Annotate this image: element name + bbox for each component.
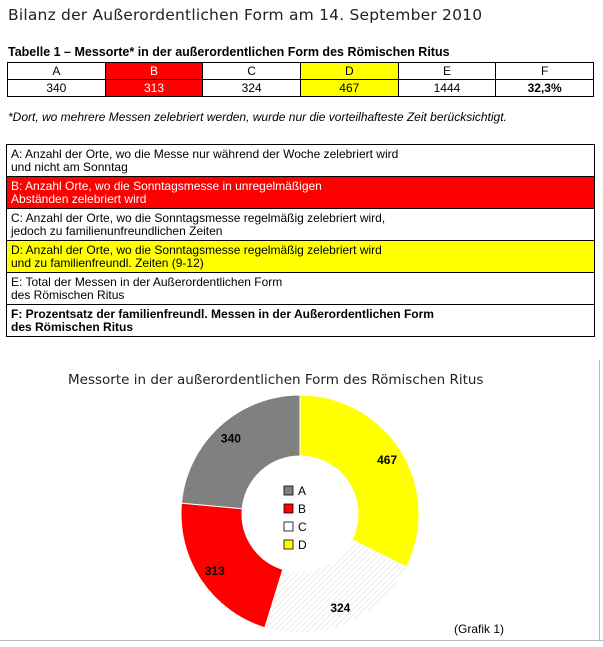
legend-f-line2: des Römischen Ritus — [11, 320, 134, 334]
legend-a-line2: und nicht am Sonntag — [11, 160, 128, 174]
donut-value-label-d: 467 — [377, 453, 398, 468]
legend-label-c: C — [298, 520, 307, 534]
legend-b-line2: Abständen zelebriert wird — [11, 192, 147, 206]
table-header-b: B — [105, 63, 203, 80]
legend-e-line2: des Römischen Ritus — [11, 288, 125, 302]
chart-caption: (Grafik 1) — [454, 622, 505, 636]
legend-swatch-b — [284, 504, 293, 513]
table-header-d: D — [300, 63, 398, 80]
bottom-divider — [0, 640, 603, 641]
chart-title: Messorte in der außerordentlichen Form des Römischen Ritus — [68, 372, 484, 388]
legend-e-line1: E: Total der Messen in der Außerordentlichen Form — [11, 275, 283, 289]
table-value-b: 313 — [105, 80, 203, 97]
table-value-e: 1444 — [398, 80, 496, 97]
legend-b-line1: B: Anzahl Orte, wo die Sonntagsmesse in unregelmäßigen — [11, 179, 322, 193]
table-value-c: 324 — [203, 80, 301, 97]
legend-d-line2: und zu familienfreundl. Zeiten (9-12) — [11, 256, 204, 270]
legend-label-a: A — [298, 484, 307, 498]
table-caption: Tabelle 1 – Messorte* in der außerordentlichen Form des Römischen Ritus — [8, 45, 450, 59]
legend-swatch-a — [284, 486, 293, 495]
donut-slice-a — [181, 395, 300, 509]
table-value-a: 340 — [8, 80, 106, 97]
legend-label-d: D — [298, 538, 307, 552]
donut-slice-d — [300, 395, 419, 567]
legend-swatch-d — [284, 540, 293, 549]
table-header-f: F — [496, 63, 594, 80]
legend-a-line1: A: Anzahl der Orte, wo die Messe nur während der Woche zelebriert wird — [11, 147, 399, 161]
donut-value-label-a: 340 — [220, 431, 241, 446]
donut-value-label-c: 324 — [330, 601, 351, 616]
legend-f-line1: F: Prozentsatz der familienfreundl. Messen in der Außerordentlichen Form — [11, 307, 434, 321]
page-title: Bilanz der Außerordentlichen Form am 14. September 2010 — [8, 6, 483, 24]
table-header-c: C — [203, 63, 301, 80]
donut-slice-b — [181, 503, 283, 628]
table-value-d: 467 — [300, 80, 398, 97]
right-divider — [599, 360, 600, 641]
legend-c-line1: C: Anzahl der Orte, wo die Sonntagsmesse regelmäßig zelebriert wird, — [11, 211, 386, 225]
legend-label-b: B — [298, 502, 307, 516]
legend-c-line2: jedoch zu familienunfreundlichen Zeiten — [11, 224, 223, 238]
table-header-e: E — [398, 63, 496, 80]
footnote: *Dort, wo mehrere Messen zelebriert werden, wurde nur die vorteilhafteste Zeit berücksichtigt. — [8, 110, 507, 124]
legend-swatch-c — [284, 522, 293, 531]
legend-d-line1: D: Anzahl der Orte, wo die Sonntagsmesse regelmäßig zelebriert wird — [11, 243, 382, 257]
donut-value-label-b: 313 — [204, 563, 225, 578]
table-header-a: A — [8, 63, 106, 80]
table-value-f: 32,3% — [496, 80, 594, 97]
